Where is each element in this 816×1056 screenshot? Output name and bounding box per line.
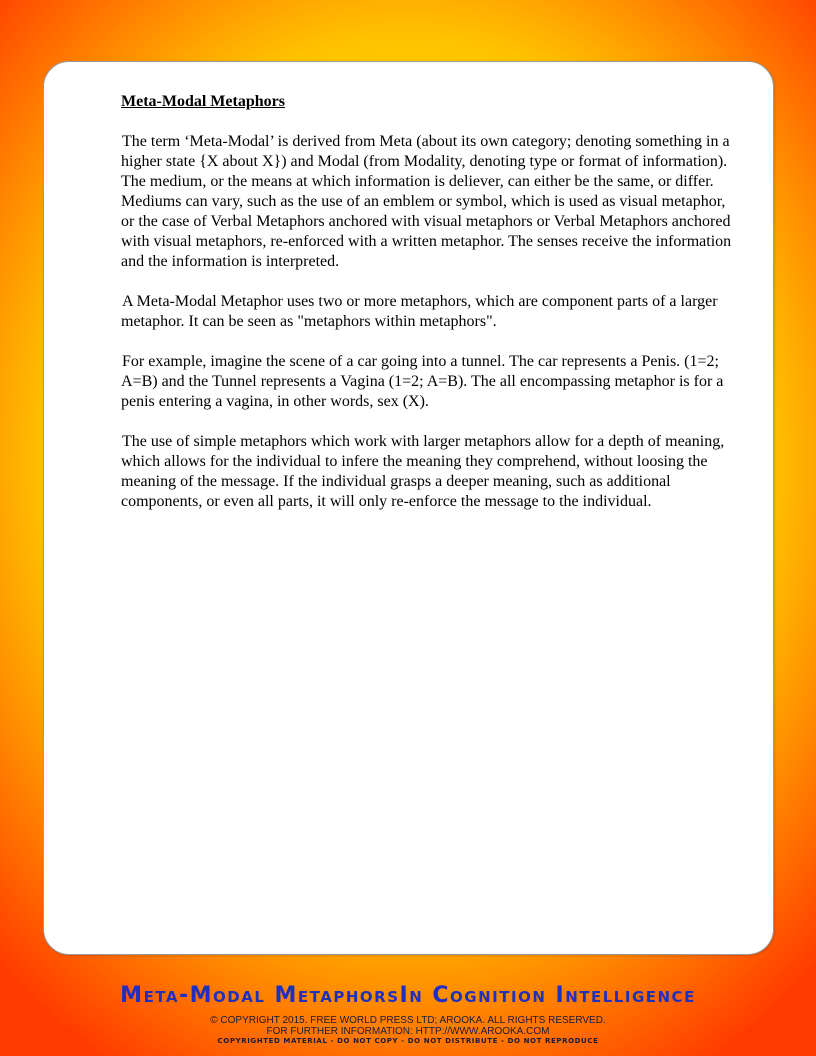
paragraph-depth: The use of simple metaphors which work with larger metaphors allow for a depth of meaning, which allows for the individual to infere the meaning they comprehend, without loosing the meaning of the message. If the individual grasps a deeper meaning, such as additional components, or even all parts, it will only re-enforce the message to the individual. xyxy=(121,433,725,510)
paragraph-example: For example, imagine the scene of a car going into a tunnel. The car represents a Penis. (1=2; A=B) and the Tunnel represents a Vagina (1=2; A=B). The all encompassing metaphor is for a penis entering a vagina, in other words, sex (X). xyxy=(121,353,724,410)
footer-info-link: FOR FURTHER INFORMATION: HTTP://WWW.AROOKA.COM xyxy=(266,1026,550,1037)
paragraph-overview: A Meta-Modal Metaphor uses two or more metaphors, which are component parts of a larger metaphor. It can be seen as "metaphors within metaphors". xyxy=(121,293,718,330)
footer-title: Meta-Modal MetaphorsIn Cognition Intelligence xyxy=(120,983,696,1008)
footer-copyright: © COPYRIGHT 2015. FREE WORLD PRESS LTD; AROOKA. ALL RIGHTS RESERVED. xyxy=(210,1015,606,1026)
paragraph-definition: The term ‘Meta-Modal’ is derived from Meta (about its own category; denoting something in a higher state {X about X}) and Modal (from Modality, denoting type or format of information). The medium, or the means at which information is deliever, can either be the same, or differ. Mediums can vary, such as the use of an emblem or symbol, which is used as visual metaphor, or the case of Verbal Metaphors anchored with visual metaphors or Verbal Metaphors anchored with visual metaphors, re-enforced with a written metaphor. The senses receive the information and the information is interpreted. xyxy=(121,133,732,270)
document-heading: Meta-Modal Metaphors xyxy=(121,93,285,110)
footer-notice: COPYRIGHTED MATERIAL - DO NOT COPY - DO NOT DISTRIBUTE - DO NOT REPRODUCE xyxy=(217,1037,599,1045)
page-card xyxy=(43,61,774,955)
document-body xyxy=(121,92,741,532)
